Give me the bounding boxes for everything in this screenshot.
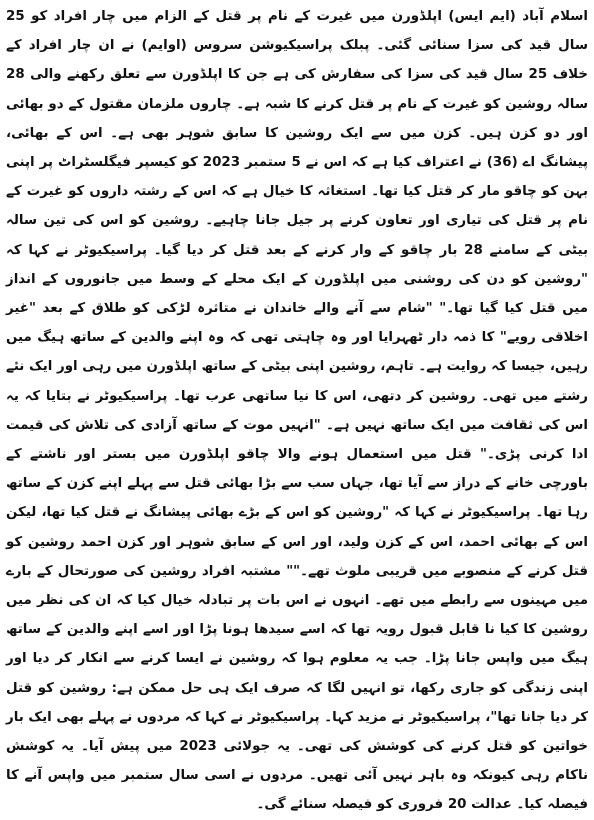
article-body: اسلام آباد (ایم ایس) اپلڈورن میں غیرت کے نام پر قتل کے الزام میں چار افراد کو 25 سال قید کی سزا سنائی گئی۔ پبلک پراسیکیوشن سروس (اوایم) نے ان چار افراد کے خلاف 25 سال قید کی سزا کی سفارش کی ہے جن کا اپلڈورن سے تعلق رکھنے والی 28 سالہ روشین کو غیرت کے نام پر قتل کرنے کا شبہ ہے۔ چاروں ملزمان مقتول کے دو بھائی اور دو کزن ہیں۔ کزن میں سے ایک روشین کا سابق شوہر بھی ہے۔ اس کے بھائی، پیشانگ اے (36) نے اعتراف کیا ہے کہ اس نے 5 ستمبر 2023 کو کیسپر فیگلسٹراٹ پر اپنی بہن کو چاقو مار کر قتل کیا تھا۔ استغاثہ کا خیال ہے کہ اس کے رشتہ داروں کو غیرت کے نام پر قتل کی تیاری اور تعاون کرنے پر جیل جانا چاہیے۔ روشین کو اس کی تین سالہ بیٹی کے سامنے 28 بار چاقو کے وار کرنے کے بعد قتل کر دیا گیا۔ پراسیکیوٹر نے کہا کہ "روشین کو دن کی روشنی میں اپلڈورن کے ایک محلے کے وسط میں جانوروں کے انداز میں قتل کیا گیا تھا۔" "شام سے آنے والے خاندان نے متاثرہ لڑکی کو طلاق کے بعد "غیر اخلاقی رویے" کا ذمہ دار ٹھہرایا اور وہ چاہتی تھی کہ وہ اپنے والدین کے ساتھ ہیگ میں رہیں، جیسا کہ روایت ہے۔ تاہم، روشین اپنی بیٹی کے ساتھ اپلڈورن میں رہی اور ایک نئے رشتے میں تھی۔ روشین کر دتھی، اس کا نیا ساتھی عرب تھا۔ پراسیکیوٹر نے بتایا کہ یہ اس کی ثقافت میں ایک ساتھ نہیں ہے۔ "انہیں موت کے ساتھ آزادی کی تلاش کی قیمت ادا کرنی پڑی۔" قتل میں استعمال ہونے والا چاقو اپلڈورن میں بستر اور ناشتے کے باورچی خانے کے دراز سے آیا تھا، جہاں سب سے بڑا بھائی قتل سے پہلے اپنے کزن کے ساتھ رہا تھا۔ پراسیکیوٹر نے کہا کہ "روشین کو اس کے بڑے بھائی پیشانگ نے قتل کیا تھا، لیکن اس کے بھائی احمد، اس کے کزن ولید، اور اس کے سابق شوہر اور کزن احمد روشین کو قتل کرنے کے منصوبے میں قریبی ملوث تھے۔"" مشتبہ افراد روشین کی صورتحال کے بارے میں مہینوں سے رابطے میں تھے۔ انہوں نے اس بات پر تبادلہ خیال کیا کہ ان کی نظر میں روشین کا کیا نا قابل قبول رویہ تھا کہ اسے سیدھا ہونا پڑا اور اسے اپنے والدین کے ساتھ ہیگ میں واپس جانا پڑا۔ جب یہ معلوم ہوا کہ روشین نے ایسا کرنے سے انکار کر دیا اور اپنی زندگی کو جاری رکھا، تو انہیں لگا کہ صرف ایک ہی حل ممکن ہے: روشین کو قتل کر دیا جانا تھا"، پراسیکیوٹر نے مزید کہا۔ پراسیکیوٹر نے کہا کہ مردوں نے پہلے بھی ایک بار خواتین کو قتل کرنے کی کوشش کی تھی۔ یہ جولائی 2023 میں پیش آیا۔ یہ کوشش ناکام رہی کیونکہ وہ باہر نہیں آئی تھیں۔ مردوں نے اسی سال ستمبر میں واپس آنے کا فیصلہ کیا۔ عدالت 20 فروری کو فیصلہ سنائے گی۔ xyxy=(6,9,588,813)
